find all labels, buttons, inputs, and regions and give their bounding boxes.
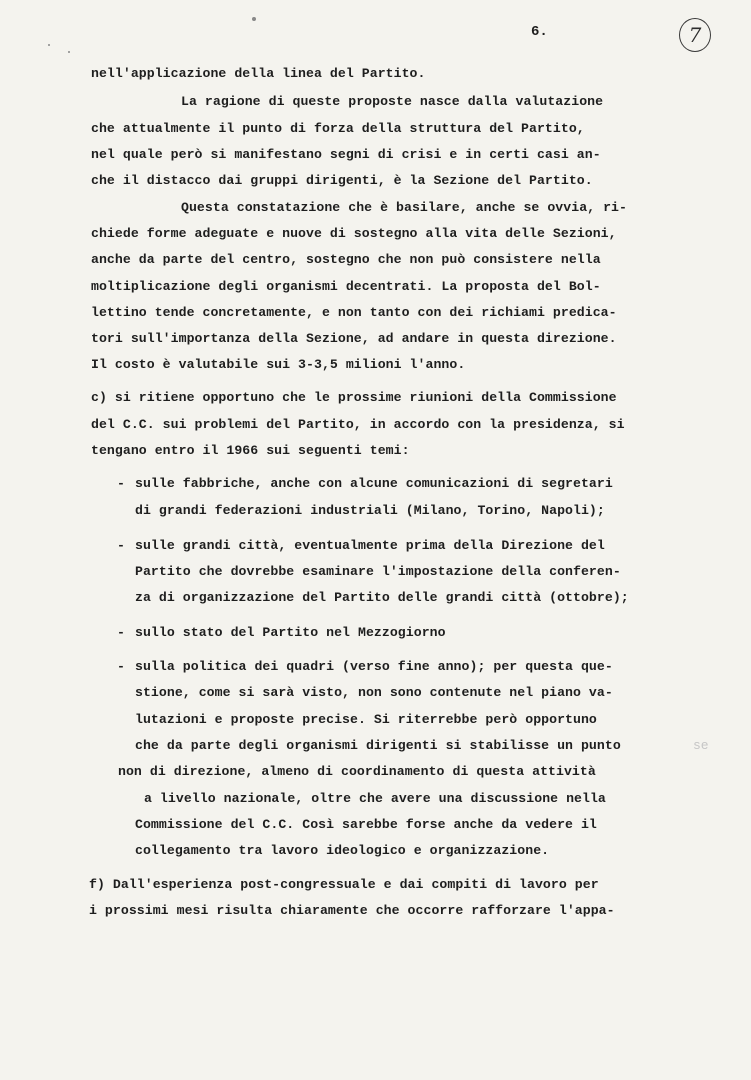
text-line: del C.C. sui problemi del Partito, in accordo con la presidenza, si (91, 417, 625, 432)
text-line: za di organizzazione del Partito delle grandi città (ottobre); (135, 590, 629, 605)
text-line: sulle fabbriche, anche con alcune comunicazioni di segretari (135, 476, 613, 491)
ink-speck (252, 17, 256, 21)
bullet-dash: - (117, 625, 125, 640)
text-line: i prossimi mesi risulta chiaramente che occorre rafforzare l'appa- (89, 903, 615, 918)
text-line: stione, come si sarà visto, non sono contenute nel piano va- (135, 685, 613, 700)
text-line: Questa constatazione che è basilare, anche se ovvia, ri- (181, 200, 627, 215)
page-number: 6. (531, 24, 548, 40)
text-line: anche da parte del centro, sostegno che non può consistere nella (91, 252, 601, 267)
text-line: che da parte degli organismi dirigenti si stabilisse un punto (135, 738, 621, 753)
text-line: La ragione di queste proposte nasce dalla valutazione (181, 94, 604, 109)
bullet-dash: - (117, 659, 125, 674)
text-line: sullo stato del Partito nel Mezzogiorno (135, 625, 446, 640)
ink-speck (48, 44, 50, 46)
text-line: f) Dall'esperienza post-congressuale e dai compiti di lavoro per (89, 877, 599, 892)
text-line: non di direzione, almeno di coordinamento di questa attività (118, 764, 596, 779)
text-line: Partito che dovrebbe esaminare l'impostazione della conferen- (135, 564, 621, 579)
text-line: che attualmente il punto di forza della struttura del Partito, (91, 121, 585, 136)
text-line: nell'applicazione della linea del Partito. (91, 66, 426, 81)
text-line: a livello nazionale, oltre che avere una discussione nella (144, 791, 606, 806)
text-line: moltiplicazione degli organismi decentrati. La proposta del Bol- (91, 279, 601, 294)
text-line: di grandi federazioni industriali (Milano, Torino, Napoli); (135, 503, 605, 518)
bullet-dash: - (117, 538, 125, 553)
text-line: tengano entro il 1966 sui seguenti temi: (91, 443, 410, 458)
text-line: Commissione del C.C. Così sarebbe forse anche da vedere il (135, 817, 597, 832)
bullet-dash: - (117, 476, 125, 491)
margin-note: se (693, 738, 709, 753)
text-line: sulle grandi città, eventualmente prima della Direzione del (135, 538, 605, 553)
text-line: c) si ritiene opportuno che le prossime riunioni della Commissione (91, 390, 617, 405)
text-line: collegamento tra lavoro ideologico e organizzazione. (135, 843, 550, 858)
text-line: Il costo è valutabile sui 3-3,5 milioni l'anno. (91, 357, 466, 372)
text-line: lettino tende concretamente, e non tanto con dei richiami predica- (91, 305, 617, 320)
text-line: tori sull'importanza della Sezione, ad andare in questa direzione. (91, 331, 617, 346)
circled-page-number: 7 (679, 18, 711, 52)
text-line: sulla politica dei quadri (verso fine anno); per questa que- (135, 659, 613, 674)
text-line: nel quale però si manifestano segni di crisi e in certi casi an- (91, 147, 601, 162)
text-line: lutazioni e proposte precise. Si riterrebbe però opportuno (135, 712, 597, 727)
text-line: che il distacco dai gruppi dirigenti, è la Sezione del Partito. (91, 173, 593, 188)
text-line: chiede forme adeguate e nuove di sostegno alla vita delle Sezioni, (91, 226, 617, 241)
ink-speck (68, 51, 70, 53)
